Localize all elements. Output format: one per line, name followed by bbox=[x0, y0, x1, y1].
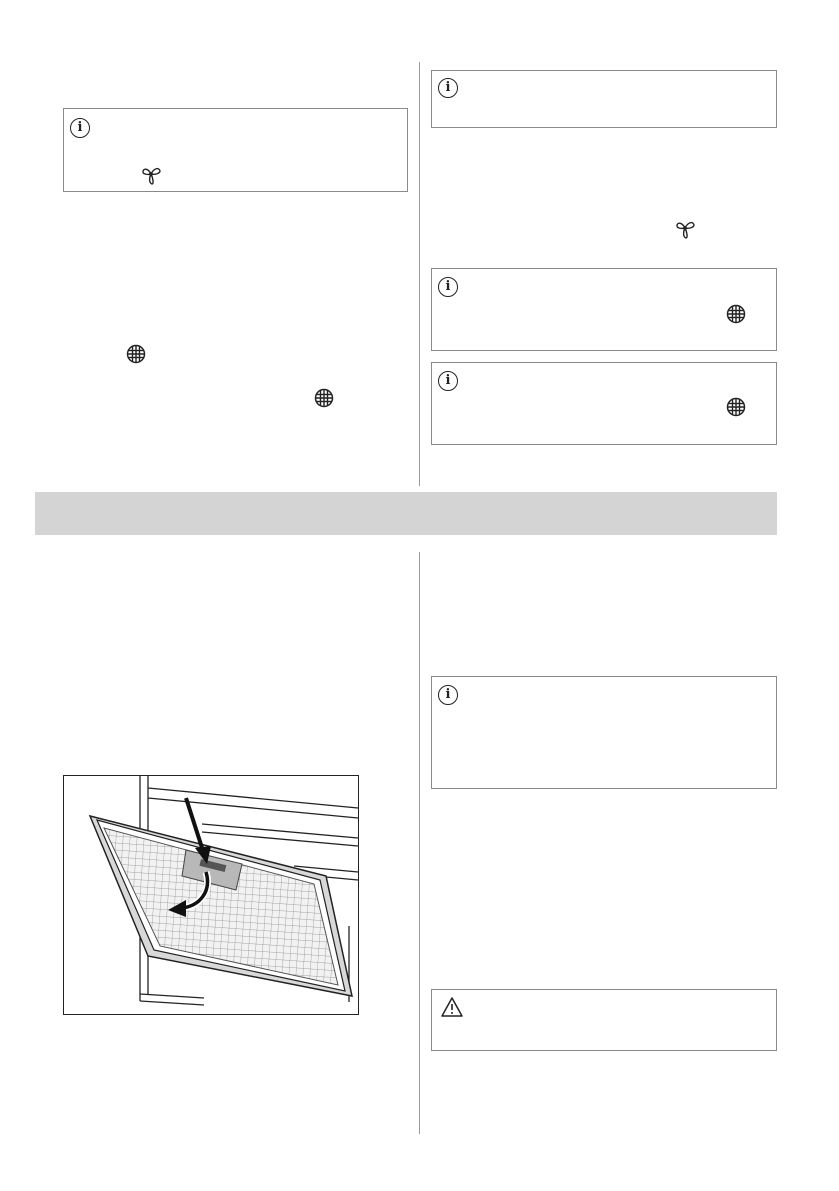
warning-icon bbox=[440, 996, 464, 1018]
fan-icon bbox=[674, 218, 696, 240]
info-note-2 bbox=[431, 676, 777, 789]
warning-note bbox=[431, 989, 777, 1051]
info-icon: i bbox=[438, 371, 458, 391]
section-header-bar bbox=[35, 492, 777, 535]
grease-filter-icon bbox=[726, 304, 746, 324]
fan-icon bbox=[140, 164, 162, 186]
info-icon: i bbox=[438, 277, 458, 297]
info-icon: i bbox=[70, 118, 90, 138]
info-note-grid-2 bbox=[431, 362, 777, 445]
column-divider-bottom bbox=[419, 552, 420, 1134]
filter-removal-illustration bbox=[63, 775, 359, 1015]
grease-filter-icon bbox=[726, 397, 746, 417]
filter-illustration bbox=[64, 776, 358, 1014]
info-icon: i bbox=[438, 685, 458, 705]
info-note-1 bbox=[431, 70, 777, 128]
column-divider-top bbox=[419, 62, 420, 486]
info-icon: i bbox=[438, 78, 458, 98]
info-note-grid-1 bbox=[431, 268, 777, 351]
grease-filter-icon bbox=[314, 388, 334, 408]
info-note-fan bbox=[63, 108, 408, 192]
grease-filter-icon bbox=[126, 344, 146, 364]
